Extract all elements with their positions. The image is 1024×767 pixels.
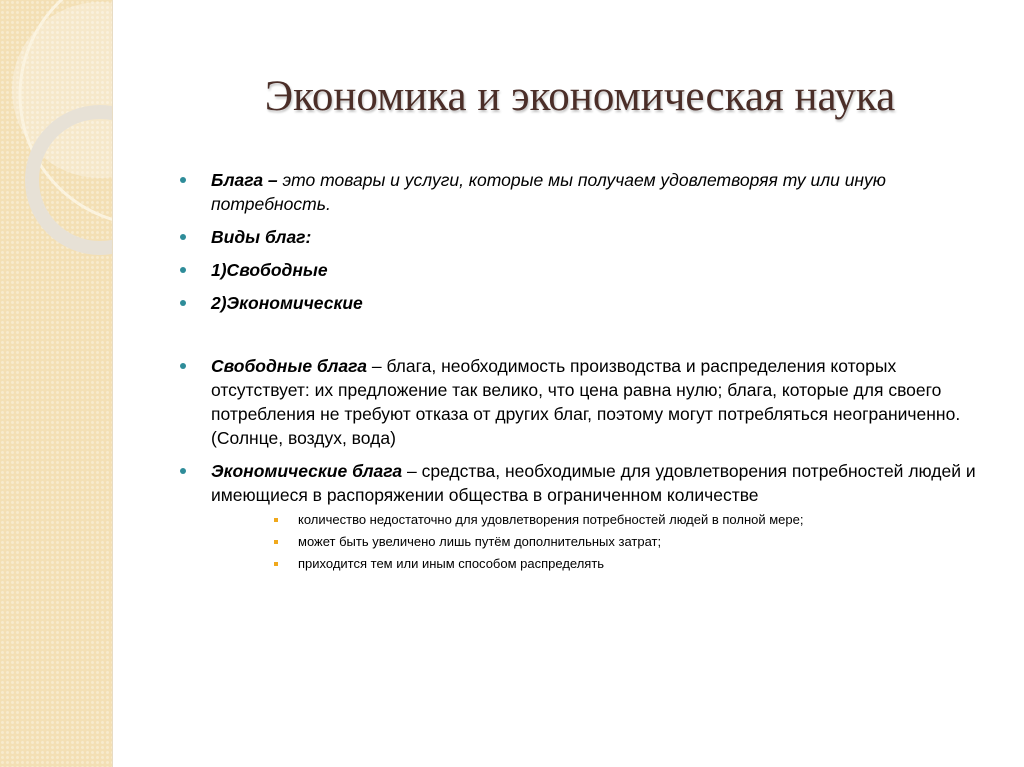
square-bullet-icon [274, 562, 278, 566]
bullet-icon [180, 267, 186, 273]
term: Блага – [211, 170, 278, 190]
square-bullet-icon [274, 540, 278, 544]
sub-bullet [180, 531, 990, 553]
bullet-icon [180, 177, 186, 183]
bullet-free [180, 258, 990, 282]
sub-bullet-list [180, 509, 990, 575]
term: 2)Экономические [211, 293, 363, 313]
square-bullet-icon [274, 518, 278, 522]
term: Экономические блага [211, 461, 403, 481]
definition: – блага, необходимость производства и распределения которых отсутствует: их предложение так велико, что цена равна нулю; блага, которые для своего потребления не требуют отказа от других благ, поэтому могут потребляться неограниченно. (Солнце, воздух, вода) [211, 356, 961, 448]
definition: – средства, необходимые для удовлетворения потребностей людей и имеющиеся в распоряжении общества в ограниченном количестве [211, 461, 976, 505]
bullet-icon [180, 234, 186, 240]
bullet-icon [180, 363, 186, 369]
bullet-economic [180, 291, 990, 315]
term: Виды благ: [211, 227, 312, 247]
sub-bullet-text: приходится тем или иным способом распределять [298, 556, 605, 571]
bullet-icon [180, 300, 186, 306]
bullet-economic-goods [180, 459, 990, 507]
bullet-free-goods [180, 354, 990, 450]
sub-bullet-text: может быть увеличено лишь путём дополнительных затрат; [298, 534, 662, 549]
term: Свободные блага [211, 356, 367, 376]
term: 1)Свободные [211, 260, 328, 280]
decorative-side-strip [0, 0, 113, 767]
decorative-circles [0, 0, 112, 767]
sub-bullet [180, 509, 990, 531]
sub-bullet-text: количество недостаточно для удовлетворения потребностей людей в полной мере; [298, 512, 804, 527]
bullet-vidy [180, 225, 990, 249]
bullet-blaga [180, 168, 990, 216]
bullet-icon [180, 468, 186, 474]
slide-title: Экономика и экономическая наука [264, 73, 896, 120]
slide-content [180, 168, 990, 575]
sub-bullet [180, 553, 990, 575]
definition: это товары и услуги, которые мы получаем удовлетворяя ту или иную потребность. [211, 170, 886, 214]
